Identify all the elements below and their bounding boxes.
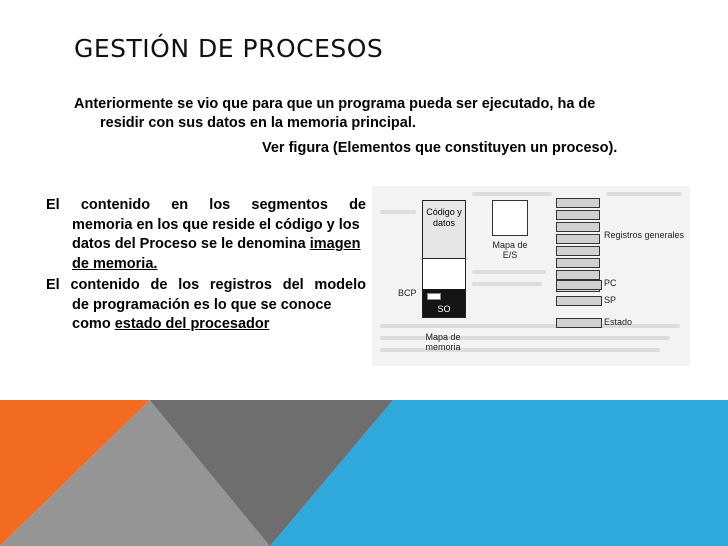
paragraph-2-text: de programación es lo que se conoce como bbox=[72, 296, 332, 332]
code-data-segment: Código y datos bbox=[423, 201, 465, 259]
term-processor-state: estado del procesador bbox=[114, 316, 270, 332]
paragraph-1-text: memoria en los que reside el código y los datos del Proceso se le denomina bbox=[72, 216, 360, 252]
pc-label: PC bbox=[604, 278, 617, 288]
figure-reference: Ver figura (Elementos que constituyen un proceso). bbox=[262, 140, 618, 156]
os-label: SO bbox=[437, 304, 451, 314]
io-map-label: Mapa de E/S bbox=[492, 240, 528, 260]
memory-map-label: Mapa de memoria bbox=[425, 332, 461, 352]
paragraph-1-first-line: El contenido en los segmentos de bbox=[46, 197, 366, 213]
registers-label: Registros generales bbox=[604, 230, 685, 240]
intro-line-1: Anteriormente se vio que para que un programa pueda ser ejecutado, ha de bbox=[74, 96, 596, 112]
intro-line-2: residir con sus datos en la memoria principal. bbox=[100, 115, 416, 131]
paragraph-2-first-line: El contenido de los registros del modelo bbox=[46, 277, 366, 293]
sp-label: SP bbox=[604, 295, 617, 305]
bcp-label: BCP bbox=[398, 288, 417, 298]
term-memory-image: imagen de memoria. bbox=[72, 236, 361, 272]
slide-title: GESTIÓN DE PROCESOS bbox=[74, 34, 384, 63]
state-label: Estado bbox=[604, 317, 633, 327]
